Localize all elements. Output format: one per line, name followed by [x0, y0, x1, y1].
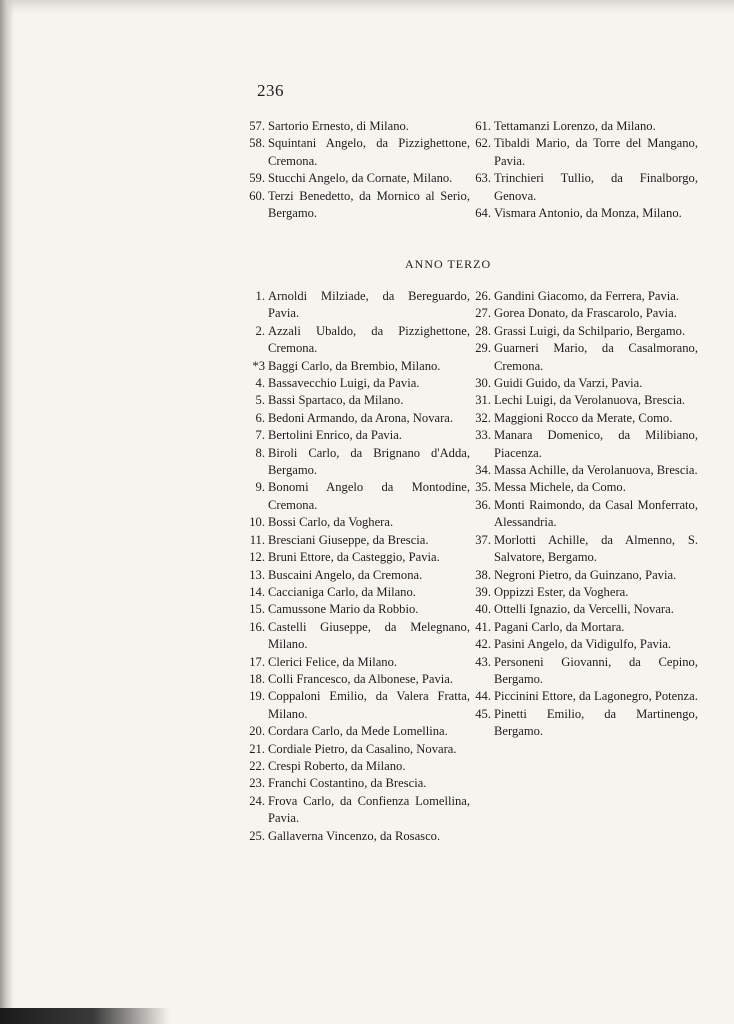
entry-number: *3	[252, 358, 265, 373]
list-entry	[464, 619, 698, 636]
entry-number: 13.	[249, 567, 265, 582]
entry-number: 20.	[249, 724, 265, 739]
list-entry	[464, 497, 698, 532]
list-entry	[238, 619, 470, 654]
list-entry	[238, 375, 470, 392]
entry-number: 19.	[249, 689, 265, 704]
list-entry	[464, 288, 698, 305]
entry-number: 41.	[475, 619, 491, 634]
list-entry	[238, 775, 470, 792]
entry-number: 28.	[475, 323, 491, 338]
entry-text: Bassi Spartaco, da Milano.	[268, 393, 404, 408]
list-entry	[238, 427, 470, 444]
list-entry	[238, 688, 470, 723]
entry-text: Pagani Carlo, da Mortara.	[494, 619, 625, 634]
list-entry	[464, 601, 698, 618]
list-entry	[238, 532, 470, 549]
list-entry	[464, 479, 698, 496]
entry-number: 2.	[255, 323, 265, 338]
entry-text: Caccianiga Carlo, da Milano.	[268, 584, 416, 599]
section-title: ANNO TERZO	[405, 257, 492, 271]
list-entry	[464, 135, 698, 170]
entry-number: 11.	[249, 532, 265, 547]
top-right-column	[464, 118, 698, 222]
entry-text: Bertolini Enrico, da Pavia.	[268, 428, 402, 443]
entry-number: 58.	[249, 136, 265, 151]
list-entry	[464, 205, 698, 222]
list-entry	[464, 532, 698, 567]
entry-number: 36.	[475, 497, 491, 512]
list-entry	[464, 118, 698, 135]
entry-text: Crespi Roberto, da Milano.	[268, 758, 406, 773]
entry-number: 43.	[475, 654, 491, 669]
entry-text: Piccinini Ettore, da Lagonegro, Potenza.	[494, 689, 698, 704]
entry-text: Biroli Carlo, da Brignano d'Adda, Bergamo.	[268, 445, 470, 478]
entry-number: 10.	[249, 515, 265, 530]
list-entry	[238, 445, 470, 480]
list-entry	[238, 671, 470, 688]
entry-number: 9.	[255, 480, 265, 495]
list-entry	[464, 636, 698, 653]
list-entry	[464, 410, 698, 427]
entry-number: 37.	[475, 532, 491, 547]
entry-number: 60.	[249, 188, 265, 203]
entry-number: 44.	[475, 689, 491, 704]
list-entry	[238, 118, 470, 135]
list-entry	[238, 758, 470, 775]
entry-number: 12.	[249, 550, 265, 565]
entry-text: Vismara Antonio, da Monza, Milano.	[494, 206, 682, 221]
entry-number: 39.	[475, 584, 491, 599]
list-entry	[238, 514, 470, 531]
entry-text: Gorea Donato, da Frascarolo, Pavia.	[494, 306, 677, 321]
entry-text: Cordiale Pietro, da Casalino, Novara.	[268, 741, 457, 756]
list-entry	[238, 392, 470, 409]
entry-number: 4.	[255, 376, 265, 391]
entry-text: Grassi Luigi, da Schilpario, Bergamo.	[494, 323, 686, 338]
entry-text: Massa Achille, da Verolanuova, Brescia.	[494, 463, 698, 478]
entry-number: 21.	[249, 741, 265, 756]
entry-number: 45.	[475, 706, 491, 721]
entry-text: Guarneri Mario, da Casalmorano, Cremona.	[494, 341, 698, 373]
list-entry	[464, 375, 698, 392]
entry-text: Messa Michele, da Como.	[494, 480, 626, 495]
entry-number: 14.	[249, 584, 265, 599]
entry-number: 22.	[249, 758, 265, 773]
entry-text: Azzali Ubaldo, da Pizzighettone, Cremona.	[268, 323, 470, 356]
entry-number: 32.	[475, 410, 491, 425]
list-entry	[238, 567, 470, 584]
list-entry	[238, 288, 470, 323]
entry-number: 40.	[475, 602, 491, 617]
entry-text: Manara Domenico, da Milibiano, Piacenza.	[494, 428, 698, 460]
entry-text: Gallaverna Vincenzo, da Rosasco.	[268, 828, 441, 843]
entry-number: 34.	[475, 463, 491, 478]
entry-number: 7.	[255, 428, 265, 443]
list-entry	[464, 392, 698, 409]
main-right-column	[464, 288, 698, 741]
entry-number: 6.	[255, 410, 265, 425]
entry-text: Gandini Giacomo, da Ferrera, Pavia.	[494, 289, 679, 303]
entry-number: 62.	[475, 136, 491, 151]
entry-text: Colli Francesco, da Albonese, Pavia.	[268, 671, 454, 686]
entry-text: Bassavecchio Luigi, da Pavia.	[268, 376, 420, 391]
entry-number: 26.	[475, 289, 491, 303]
main-left-column	[238, 288, 470, 845]
list-entry	[238, 793, 470, 828]
list-entry	[238, 741, 470, 758]
list-entry	[464, 462, 698, 479]
entry-text: Sartorio Ernesto, di Milano.	[268, 119, 409, 133]
entry-number: 16.	[249, 619, 265, 634]
list-entry	[238, 549, 470, 566]
entry-text: Clerici Felice, da Milano.	[268, 654, 398, 669]
entry-text: Stucchi Angelo, da Cornate, Milano.	[268, 171, 453, 186]
scan-binding-edge	[0, 0, 14, 1024]
entry-text: Oppizzi Ester, da Voghera.	[494, 584, 629, 599]
list-entry	[238, 135, 470, 170]
scan-top-edge	[0, 0, 734, 14]
entry-text: Personeni Giovanni, da Cepino, Bergamo.	[494, 654, 698, 686]
list-entry	[464, 427, 698, 462]
entry-text: Camussone Mario da Robbio.	[268, 602, 419, 617]
entry-text: Cordara Carlo, da Mede Lomellina.	[268, 724, 448, 739]
list-entry	[238, 479, 470, 514]
entry-number: 64.	[475, 206, 491, 221]
entry-text: Negroni Pietro, da Guinzano, Pavia.	[494, 567, 677, 582]
entry-text: Arnoldi Milziade, da Bereguardo, Pavia.	[268, 289, 470, 321]
entry-text: Lechi Luigi, da Verolanuova, Brescia.	[494, 393, 686, 408]
list-entry	[238, 654, 470, 671]
entry-number: 42.	[475, 637, 491, 652]
entry-number: 8.	[255, 445, 265, 460]
list-entry	[238, 828, 470, 845]
entry-text: Coppaloni Emilio, da Valera Fratta, Milano.	[268, 689, 470, 721]
entry-number: 29.	[475, 341, 491, 356]
entry-text: Bedoni Armando, da Arona, Novara.	[268, 410, 454, 425]
scan-bottom-shadow	[0, 1008, 170, 1024]
entry-number: 59.	[249, 171, 265, 186]
entry-text: Tibaldi Mario, da Torre del Mangano, Pavia.	[494, 136, 698, 168]
entry-number: 61.	[475, 119, 491, 133]
list-entry	[464, 654, 698, 689]
list-entry	[464, 323, 698, 340]
list-entry	[464, 567, 698, 584]
entry-text: Maggioni Rocco da Merate, Como.	[494, 410, 673, 425]
page-number: 236	[257, 81, 284, 100]
entry-number: 23.	[249, 776, 265, 791]
entry-number: 30.	[475, 376, 491, 391]
entry-text: Squintani Angelo, da Pizzighettone, Cremona.	[268, 136, 470, 168]
entry-text: Bresciani Giuseppe, da Brescia.	[268, 532, 429, 547]
list-entry	[238, 601, 470, 618]
entry-text: Pinetti Emilio, da Martinengo, Bergamo.	[494, 706, 698, 739]
entry-text: Morlotti Achille, da Almenno, S. Salvatore, Bergamo.	[494, 532, 698, 565]
entry-text: Pasini Angelo, da Vidigulfo, Pavia.	[494, 637, 672, 652]
list-entry	[464, 340, 698, 375]
top-left-column	[238, 118, 470, 222]
entry-text: Buscaini Angelo, da Cremona.	[268, 567, 423, 582]
list-entry	[238, 170, 470, 187]
entry-number: 31.	[475, 393, 491, 408]
entry-number: 27.	[475, 306, 491, 321]
entry-text: Tettamanzi Lorenzo, da Milano.	[494, 119, 656, 133]
list-entry	[238, 410, 470, 427]
entry-text: Ottelli Ignazio, da Vercelli, Novara.	[494, 602, 674, 617]
list-entry	[238, 358, 470, 375]
list-entry	[238, 584, 470, 601]
entry-number: 57.	[249, 119, 265, 133]
list-entry	[238, 188, 470, 223]
entry-number: 17.	[249, 654, 265, 669]
list-entry	[464, 170, 698, 205]
entry-number: 25.	[249, 828, 265, 843]
entry-number: 63.	[475, 171, 491, 186]
entry-text: Bossi Carlo, da Voghera.	[268, 515, 394, 530]
entry-text: Baggi Carlo, da Brembio, Milano.	[268, 358, 441, 373]
list-entry	[464, 688, 698, 705]
entry-number: 1.	[255, 289, 265, 303]
entry-number: 18.	[249, 671, 265, 686]
entry-text: Frova Carlo, da Confienza Lomellina, Pavia.	[268, 793, 470, 826]
entry-text: Guidi Guido, da Varzi, Pavia.	[494, 376, 643, 391]
entry-text: Monti Raimondo, da Casal Monferrato, Alessandria.	[494, 497, 698, 530]
entry-text: Franchi Costantino, da Brescia.	[268, 776, 427, 791]
entry-text: Castelli Giuseppe, da Melegnano, Milano.	[268, 619, 470, 652]
entry-text: Terzi Benedetto, da Mornico al Serio, Bergamo.	[268, 188, 470, 221]
list-entry	[464, 584, 698, 601]
entry-number: 33.	[475, 428, 491, 443]
entry-number: 15.	[249, 602, 265, 617]
entry-number: 24.	[249, 793, 265, 808]
list-entry	[464, 305, 698, 322]
entry-number: 35.	[475, 480, 491, 495]
entry-text: Bruni Ettore, da Casteggio, Pavia.	[268, 550, 440, 565]
entry-number: 38.	[475, 567, 491, 582]
entry-text: Bonomi Angelo da Montodine, Cremona.	[268, 480, 470, 512]
list-entry	[238, 323, 470, 358]
list-entry	[464, 706, 698, 741]
list-entry	[238, 723, 470, 740]
entry-number: 5.	[255, 393, 265, 408]
entry-text: Trinchieri Tullio, da Finalborgo, Genova.	[494, 171, 698, 203]
